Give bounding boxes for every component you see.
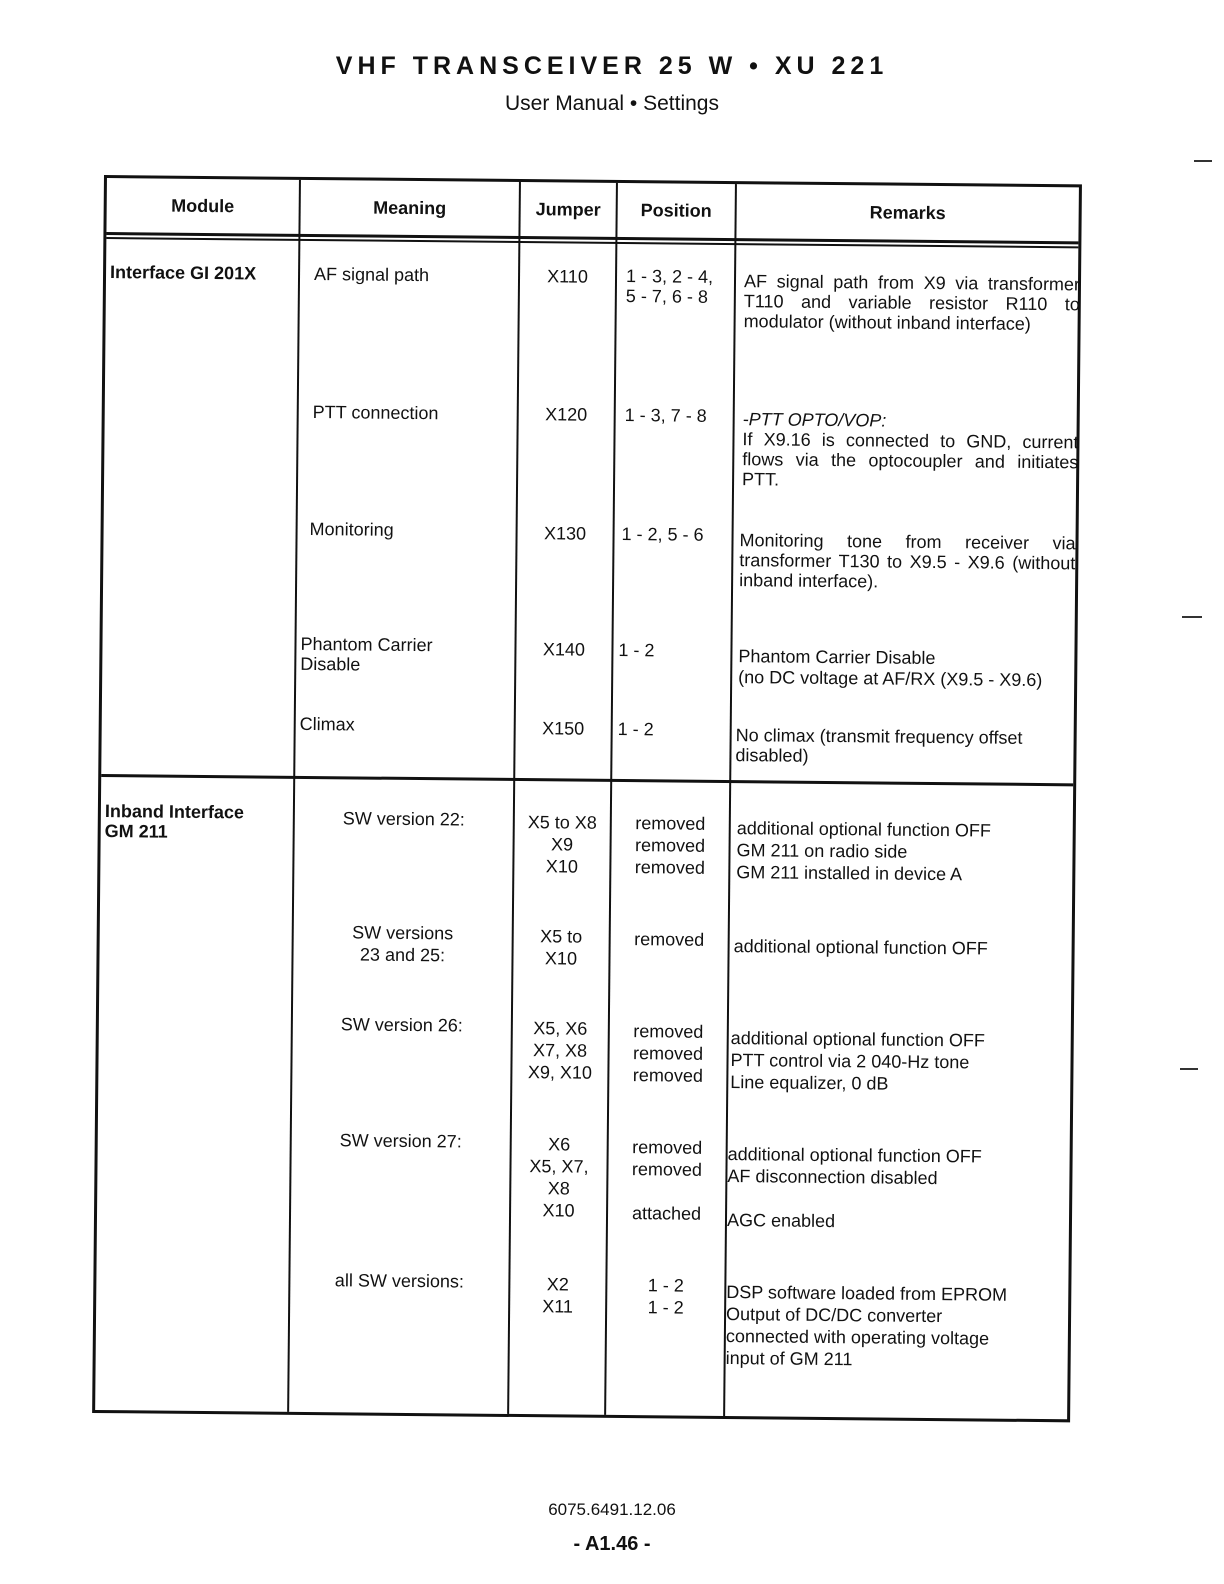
- meaning-cell: Phantom Carrier Disable: [300, 633, 433, 675]
- position-cell: removed: [634, 929, 705, 950]
- jumper-cell: X5 to X10: [540, 926, 583, 969]
- header-remarks: Remarks: [869, 202, 946, 224]
- scan-mark: [1180, 1068, 1198, 1070]
- module-inband: Inband Interface GM 211: [104, 801, 245, 842]
- column-divider: [604, 183, 618, 1415]
- header-position: Position: [640, 200, 712, 221]
- meaning-cell: SW version 27:: [339, 1130, 462, 1152]
- scan-mark: [1182, 616, 1202, 618]
- meaning-cell: all SW versions:: [334, 1270, 465, 1292]
- remarks-cell: additional optional function OFF GM 211 on radio side GM 211 installed in device A: [736, 818, 992, 885]
- position-cell: removed removed removed: [632, 1021, 704, 1086]
- jumper-cell: X150: [542, 718, 585, 739]
- position-cell: 1 - 3, 2 - 4, 5 - 7, 6 - 8: [625, 266, 714, 307]
- header-meaning: Meaning: [373, 197, 447, 219]
- jumper-cell: X120: [545, 404, 588, 425]
- jumper-cell: X2 X11: [542, 1274, 574, 1317]
- header-module: Module: [171, 195, 235, 217]
- remarks-cell: Monitoring tone from receiver via transformer T130 to X9.5 - X9.6 (without inband interface).: [739, 530, 1076, 592]
- meaning-cell: SW version 22:: [342, 808, 465, 830]
- meaning-cell: Monitoring: [309, 518, 394, 540]
- jumper-cell: X130: [543, 523, 587, 544]
- page-number: - A1.46 -: [573, 1533, 651, 1555]
- settings-table: [92, 175, 1082, 1422]
- jumper-cell: X5, X6 X7, X8 X9, X10: [527, 1018, 593, 1083]
- document-code: 6075.6491.12.06: [548, 1500, 676, 1519]
- meaning-cell: Climax: [299, 713, 355, 735]
- remarks-cell: Phantom Carrier Disable (no DC voltage at AF/RX (X9.5 - X9.6): [738, 646, 1043, 691]
- remarks-cell: additional optional function OFF: [733, 936, 988, 959]
- remarks-cell: No climax (transmit frequency offset disabled): [735, 725, 1023, 766]
- remarks-cell: DSP software loaded from EPROM Output of DC/DC converter connected with operating voltage input of GM 211: [725, 1282, 1008, 1370]
- remarks-cell: additional optional function OFF AF disconnection disabled AGC enabled: [726, 1144, 982, 1232]
- jumper-cell: X140: [542, 639, 586, 660]
- position-cell: removed removed removed: [634, 813, 706, 878]
- section-rule: [101, 774, 1073, 786]
- scan-mark: [1194, 160, 1212, 162]
- position-cell: 1 - 2, 5 - 6: [621, 523, 704, 545]
- meaning-cell: AF signal path: [313, 264, 430, 286]
- column-divider: [287, 180, 301, 1412]
- header-jumper: Jumper: [535, 199, 601, 220]
- remarks-title: -PTT OPTO/VOP:: [742, 409, 887, 431]
- position-cell: 1 - 2 1 - 2: [647, 1275, 684, 1318]
- document-title: VHF TRANSCEIVER 25 W • XU 221: [335, 52, 889, 80]
- column-divider: [723, 184, 737, 1416]
- document-subtitle: User Manual • Settings: [505, 92, 719, 115]
- module-interface: Interface GI 201X: [109, 262, 257, 284]
- remarks-cell: AF signal path from X9 via transformer T110 and variable resistor R110 to modulator (without inband interface): [743, 271, 1081, 334]
- meaning-cell: SW version 26:: [340, 1014, 463, 1036]
- remarks-cell: additional optional function OFF PTT control via 2 040-Hz tone Line equalizer, 0 dB: [730, 1028, 985, 1094]
- jumper-cell: X6 X5, X7, X8 X10: [529, 1134, 589, 1221]
- position-cell: 1 - 2: [618, 639, 655, 661]
- position-cell: 1 - 2: [617, 718, 654, 740]
- jumper-cell: X110: [547, 266, 588, 287]
- meaning-cell: PTT connection: [312, 402, 439, 424]
- column-divider: [507, 182, 521, 1414]
- position-cell: removed removed attached: [631, 1137, 703, 1224]
- jumper-cell: X5 to X8 X9 X10: [527, 812, 597, 877]
- meaning-cell: SW versions 23 and 25:: [352, 922, 454, 966]
- remarks-cell: If X9.16 is connected to GND, current flows via the optocoupler and initiates PTT.: [742, 429, 1079, 490]
- position-cell: 1 - 3, 7 - 8: [624, 405, 707, 426]
